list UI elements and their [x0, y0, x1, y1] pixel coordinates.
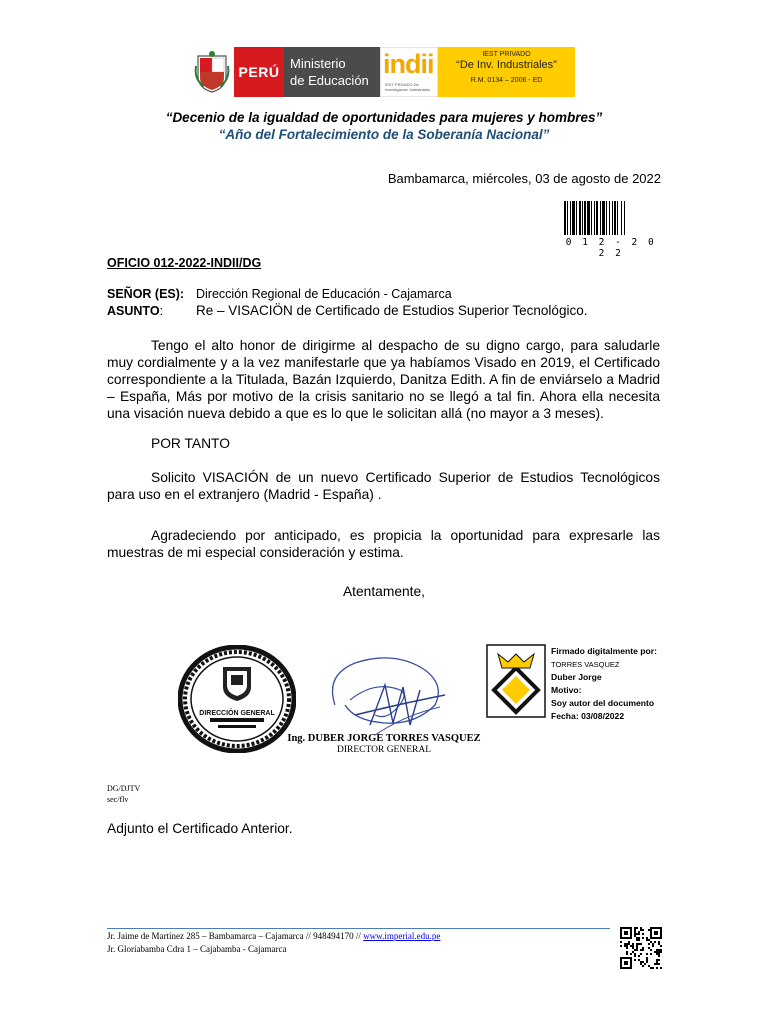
footer-address-1	[107, 931, 440, 941]
stamp-text: DIRECCIÓN GENERAL	[199, 710, 275, 717]
qr-module	[632, 943, 634, 945]
barcode-bar	[609, 201, 610, 235]
qr-module	[642, 949, 644, 951]
qr-module	[648, 947, 650, 949]
qr-module	[648, 929, 650, 931]
qr-module	[660, 949, 662, 951]
qr-module	[660, 951, 662, 953]
handwritten-signature	[315, 645, 455, 745]
qr-module	[654, 963, 656, 965]
initials-line1: DG/DJTV	[107, 784, 141, 793]
qr-module	[626, 953, 628, 955]
qr-module	[634, 949, 636, 951]
qr-module	[648, 939, 650, 941]
qr-module	[624, 945, 626, 947]
digital-name-1: TORRES VASQUEZ	[551, 660, 620, 669]
qr-module	[638, 937, 640, 939]
qr-module	[660, 967, 662, 969]
qr-module	[656, 963, 658, 965]
qr-module	[648, 965, 650, 967]
subject-row	[107, 303, 587, 318]
qr-module	[624, 931, 628, 935]
qr-module	[654, 941, 656, 943]
qr-module	[626, 947, 628, 949]
qr-module	[636, 939, 638, 941]
qr-module	[636, 927, 638, 929]
qr-module	[634, 933, 636, 935]
qr-module	[640, 961, 642, 963]
asunto-label-wrap	[107, 304, 196, 318]
qr-module	[634, 959, 636, 961]
qr-module	[644, 963, 646, 965]
qr-module	[658, 943, 660, 945]
iest-label: IEST PRIVADO	[482, 51, 531, 58]
qr-module	[632, 945, 634, 947]
barcode-bar	[572, 201, 575, 235]
qr-module	[636, 933, 638, 935]
qr-module	[638, 931, 640, 933]
peru-shield-icon	[190, 47, 234, 97]
qr-module	[636, 949, 638, 951]
qr-module	[640, 949, 642, 951]
footer-address-text: Jr. Jaime de Martínez 285 – Bambamarca – Cajamarca // 948494170 //	[107, 931, 364, 941]
qr-module	[646, 957, 648, 959]
digital-date: Fecha: 03/08/2022	[551, 711, 625, 721]
institute-banner	[438, 47, 575, 97]
qr-module	[640, 929, 642, 931]
qr-module	[654, 931, 658, 935]
minedu-logo	[284, 47, 380, 97]
qr-module	[636, 945, 638, 947]
qr-module	[650, 941, 652, 943]
barcode-bar	[606, 201, 607, 235]
barcode-bar	[596, 201, 598, 235]
anio-heading: “Año del Fortalecimiento de la Soberanía Nacional”	[218, 127, 550, 142]
qr-module	[658, 951, 660, 953]
qr-module	[652, 945, 654, 947]
qr-module	[650, 953, 652, 955]
qr-module	[658, 953, 660, 955]
barcode-bar	[614, 201, 616, 235]
barcode-bar	[602, 201, 605, 235]
motivo-label: Motivo:	[551, 685, 582, 695]
qr-module	[642, 947, 644, 949]
qr-module	[620, 945, 622, 947]
qr-module	[640, 927, 642, 929]
barcode-bar	[582, 201, 583, 235]
qr-module	[656, 953, 658, 955]
qr-module	[634, 927, 636, 929]
qr-code-image	[620, 927, 662, 969]
qr-module	[636, 937, 638, 939]
qr-module	[646, 961, 648, 963]
qr-module	[652, 943, 654, 945]
initials-line2: sec/flv	[107, 795, 129, 804]
qr-module	[634, 955, 636, 957]
qr-module	[638, 939, 640, 941]
indii-small-text: IEST PRIVADO De Investigación Industriales	[385, 82, 430, 92]
qr-module	[634, 931, 636, 933]
decenio-heading: “Decenio de la igualdad de oportunidades para mujeres y hombres”	[165, 110, 603, 125]
qr-module	[626, 945, 628, 947]
qr-module	[642, 929, 644, 931]
qr-module	[634, 953, 636, 955]
asunto-label: ASUNTO	[107, 304, 160, 318]
qr-module	[648, 943, 650, 945]
qr-module	[656, 967, 658, 969]
qr-module	[634, 929, 636, 931]
qr-module	[638, 933, 640, 935]
barcode-bar	[587, 201, 590, 235]
qr-module	[628, 941, 630, 943]
qr-module	[656, 951, 658, 953]
indii-label: indii	[383, 49, 434, 79]
digital-signature-info	[551, 645, 681, 723]
signer-name: Ing. DUBER JORGE TORRES VASQUEZ	[287, 733, 481, 744]
qr-module	[650, 967, 652, 969]
barcode-bar	[579, 201, 581, 235]
qr-module	[626, 943, 628, 945]
asunto-colon: :	[159, 304, 164, 318]
recipient-row	[107, 287, 452, 301]
qr-module	[652, 967, 654, 969]
qr-module	[624, 961, 628, 965]
peru-label: PERÚ	[238, 64, 280, 80]
qr-module	[658, 955, 660, 957]
qr-module	[630, 953, 632, 955]
qr-module	[658, 963, 660, 965]
barcode-bar	[567, 201, 568, 235]
barcode-bar	[600, 201, 601, 235]
minedu-line1: Ministerio	[290, 56, 346, 71]
body-paragraph-3: Agradeciendo por anticipado, es propicia la oportunidad para expresarle las muestras de mi especial consideración y estima.	[107, 528, 660, 560]
qr-module	[642, 937, 644, 939]
qr-module	[656, 961, 658, 963]
qr-module	[638, 959, 640, 961]
barcode-bar	[617, 201, 618, 235]
body-paragraph-2: Solicito VISACIÓN de un nuevo Certificado Superior de Estudios Tecnológicos para uso en el extranjero (Madrid - España) .	[107, 470, 660, 502]
institute-name: “De Inv. Industriales”	[456, 59, 557, 71]
qr-module	[656, 949, 658, 951]
por-tanto: POR TANTO	[151, 436, 230, 451]
motivo-value: Soy autor del documento	[551, 698, 655, 708]
closing-text: Atentamente,	[342, 584, 426, 599]
oficio-number: OFICIO 012-2022-INDII/DG	[107, 256, 262, 270]
barcode-bar	[621, 201, 622, 235]
qr-module	[626, 951, 628, 953]
barcode-bar	[594, 201, 595, 235]
barcode-bar	[570, 201, 571, 235]
barcode-bar	[584, 201, 586, 235]
qr-module	[638, 955, 640, 957]
qr-module	[640, 943, 642, 945]
qr-module	[658, 941, 660, 943]
qr-module	[646, 959, 648, 961]
footer-address-2: Jr. Gloriabamba Cdra 1 – Cajabamba - Cajamarca	[107, 944, 287, 954]
qr-module	[640, 963, 642, 965]
body-paragraph-1: Tengo el alto honor de dirigirme al despacho de su digno cargo, para saludarle muy cordialmente y a la vez manifestarle que ya habíamos Visado en 2019, el Certificado correspondiente a la Titulada, Bazán Izquierdo, Danitza Edith. A fin de enviárselo a Madrid – España, Más por motivo de la crisis sanitario no se llegó a tal fin. Ahora ella necesita una visación nueva debido a que es lo que le solicitan allá (no mayor a 3 meses).	[107, 338, 660, 421]
footer-divider	[107, 928, 610, 929]
barcode-bar	[591, 201, 592, 235]
digital-name-2: Duber Jorge	[551, 672, 602, 682]
qr-module	[646, 939, 648, 941]
senor-label: SEÑOR (ES):	[107, 287, 185, 301]
qr-module	[654, 951, 656, 953]
header-logo-bar	[190, 47, 582, 97]
qr-module	[646, 937, 648, 939]
qr-module	[642, 961, 644, 963]
qr-module	[642, 933, 644, 935]
qr-module	[636, 947, 638, 949]
qr-module	[638, 943, 640, 945]
qr-module	[646, 953, 648, 955]
barcode-number: 0 1 2 - 2 0 2 2	[565, 237, 657, 259]
qr-module	[634, 935, 636, 937]
qr-module	[658, 949, 660, 951]
signer-title: DIRECTOR GENERAL	[336, 745, 432, 755]
qr-module	[624, 943, 626, 945]
senor-value: Dirección Regional de Educación - Cajamarca	[196, 287, 452, 301]
website-link[interactable]: www.imperial.edu.pe	[363, 931, 441, 941]
barcode-image	[563, 201, 659, 235]
barcode-bar	[612, 201, 613, 235]
minedu-line2: de Educación	[290, 73, 369, 88]
letter-date: Bambamarca, miércoles, 03 de agosto de 2022	[387, 171, 661, 186]
qr-module	[658, 959, 660, 961]
digital-label: Firmado digitalmente por:	[551, 646, 657, 656]
attachment-note: Adjunto el Certificado Anterior.	[107, 821, 293, 836]
qr-module	[656, 959, 658, 961]
qr-module	[640, 953, 642, 955]
asunto-value: Re – VISACIÖN de Certificado de Estudios Superior Tecnológico.	[196, 303, 588, 318]
qr-module	[660, 945, 662, 947]
qr-module	[636, 943, 638, 945]
qr-module	[650, 949, 652, 951]
barcode-bar	[624, 201, 625, 235]
qr-module	[632, 947, 634, 949]
qr-module	[628, 943, 630, 945]
reference-initials	[107, 783, 140, 805]
indii-logo	[380, 47, 438, 97]
barcode-bar	[576, 201, 577, 235]
rm-label: R.M. 0134 – 2006 - ED	[470, 77, 543, 84]
qr-module	[642, 965, 644, 967]
qr-module	[620, 941, 622, 943]
qr-module	[630, 945, 632, 947]
qr-module	[632, 951, 634, 953]
peru-logo	[234, 47, 284, 97]
barcode-bar	[564, 201, 566, 235]
digital-signature-logo	[486, 644, 546, 718]
